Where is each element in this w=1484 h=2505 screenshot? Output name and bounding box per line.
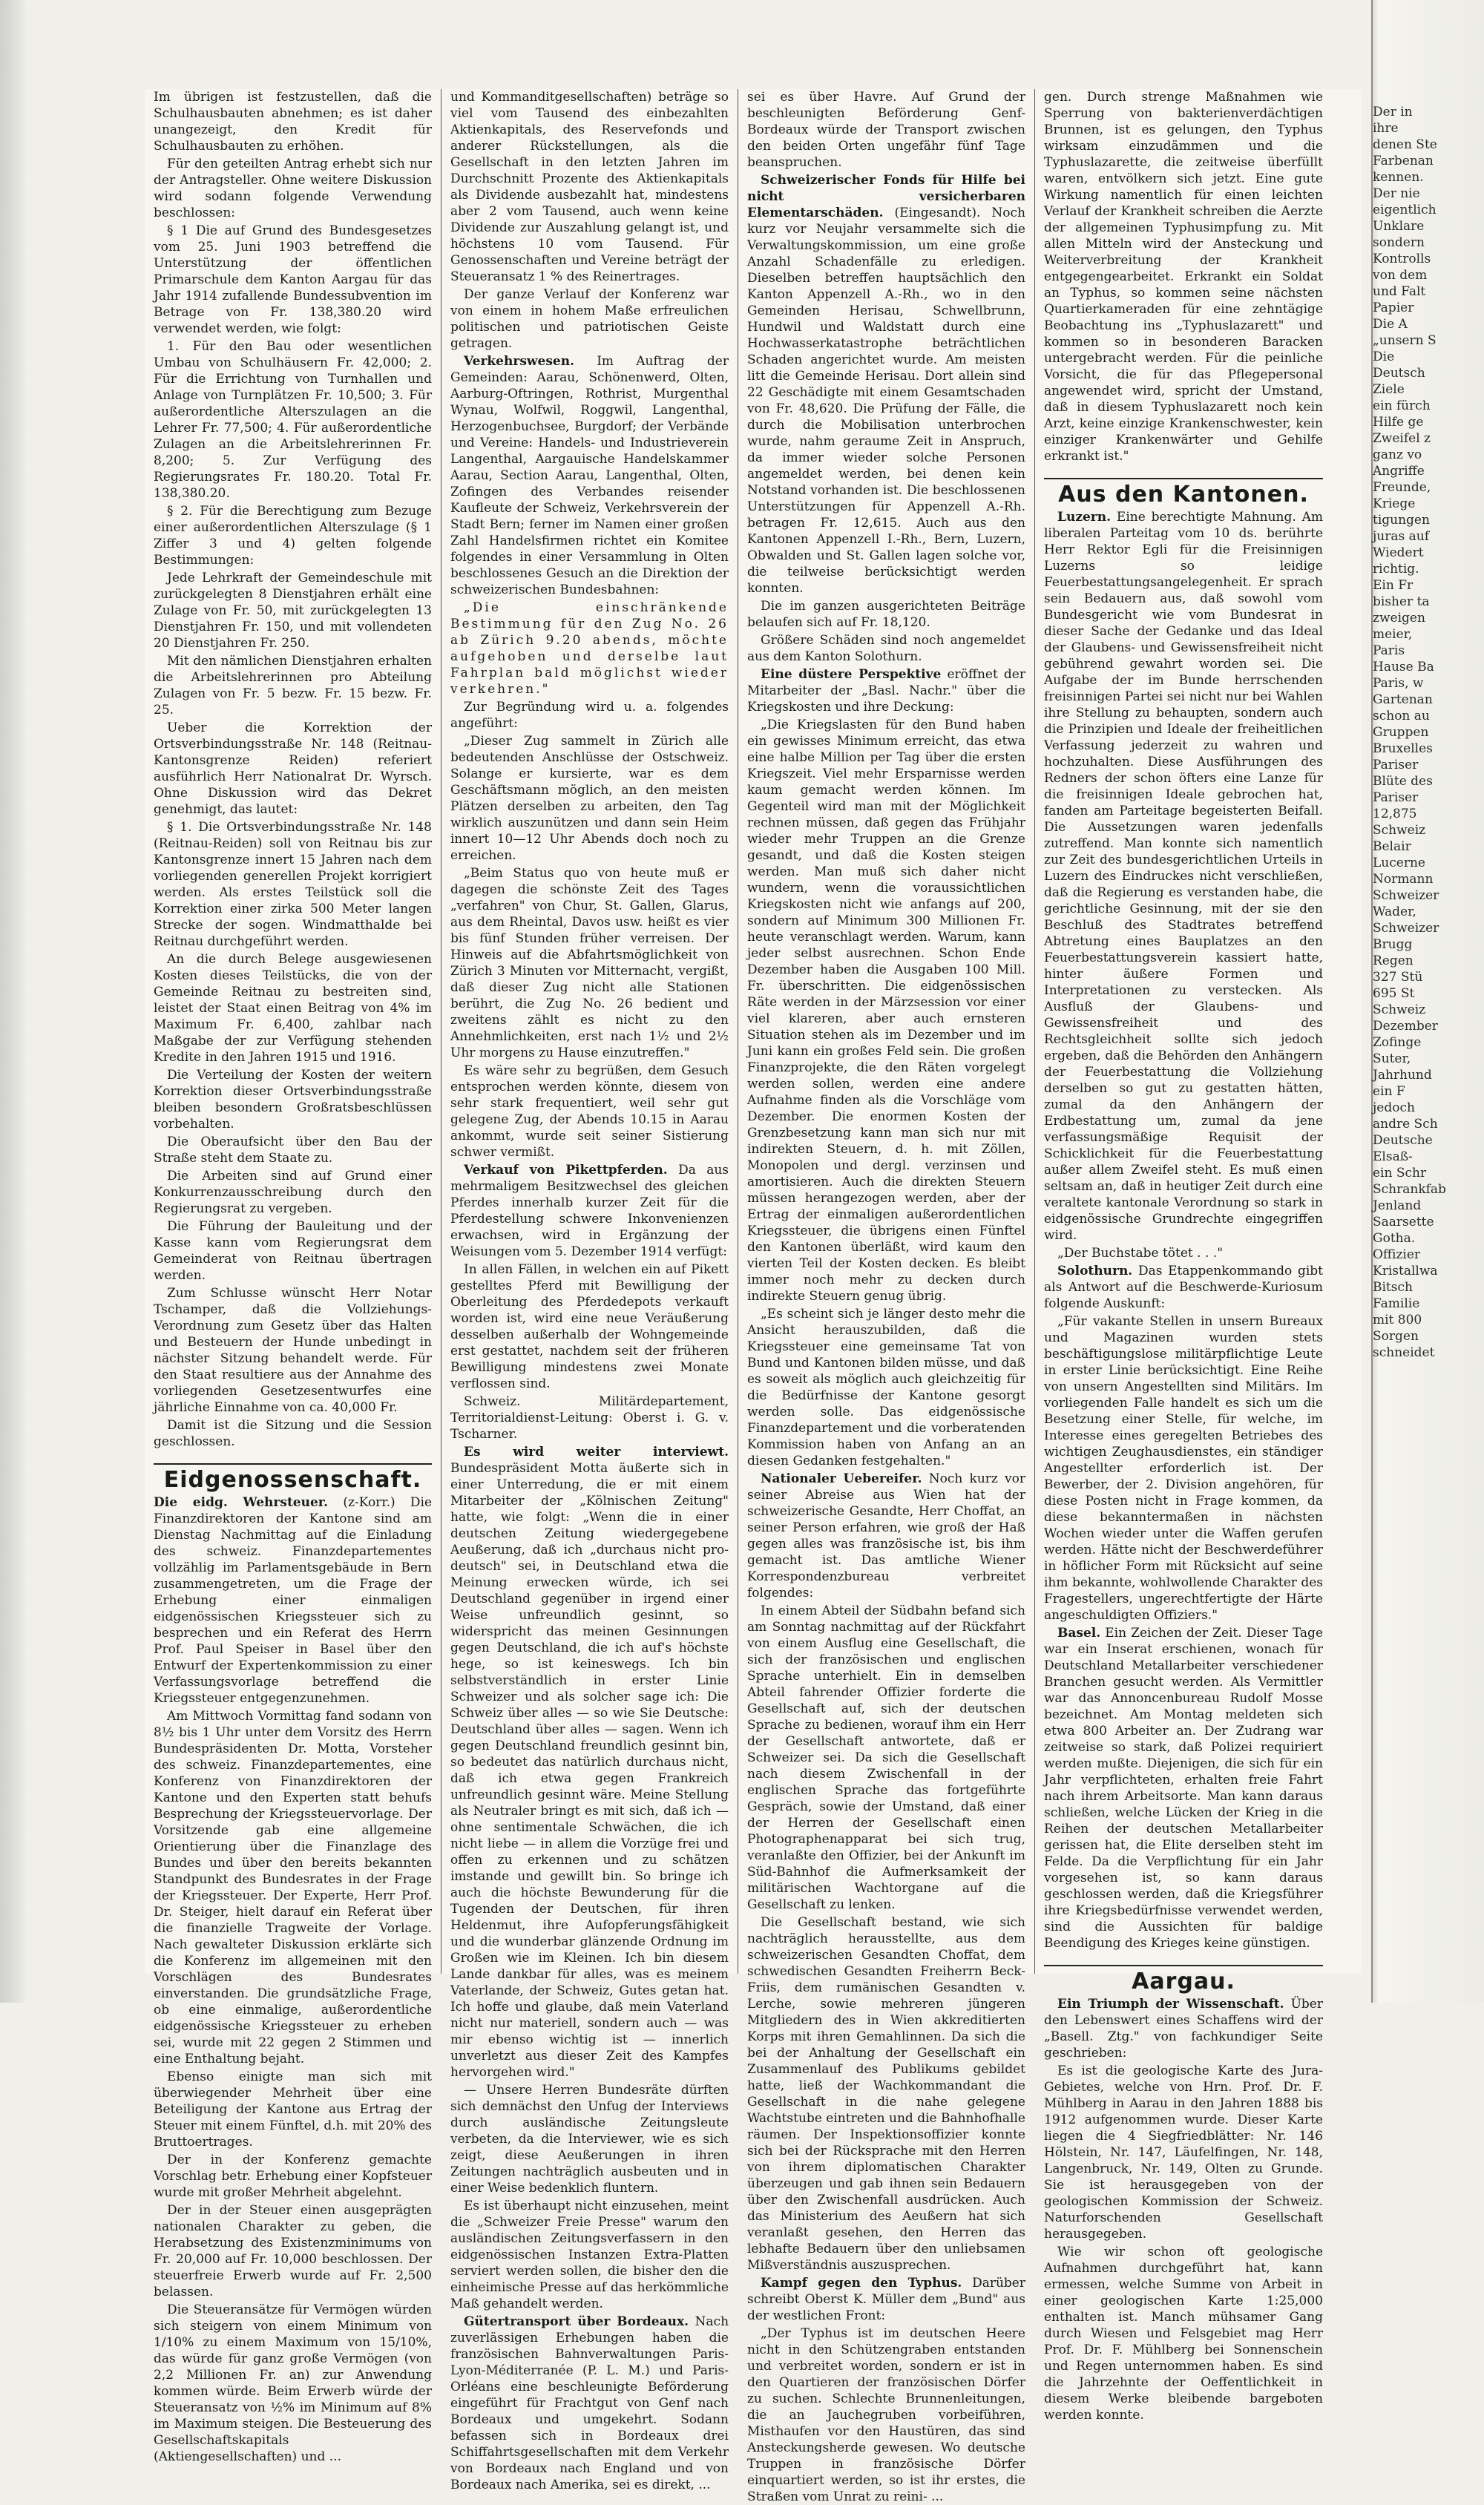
cut-off-line: Unklare [1373, 219, 1425, 234]
cut-off-line: Gotha. [1373, 1231, 1416, 1246]
cut-off-line: andre Sch [1373, 1117, 1438, 1132]
section-heading-eidgenossenschaft: Eidgenossenschaft. [154, 1463, 432, 1488]
cut-off-line: zweigen [1373, 611, 1425, 626]
paragraph-text: Noch kurz vor seiner Abreise aus Wien hat der schweizerische Gesandte, Herr Choffat, an seiner Person erfahren, wie groß der Haß gegen alles was französische ist, bis ihm gemacht ist. Das amtliche Wiener Korrespondenzbureau verbreitet folgendes: [747, 1471, 1026, 1600]
article-luzern [1044, 509, 1323, 1244]
rubric: Verkehrswesen. [464, 354, 574, 369]
paragraph: Im übrigen ist festzustellen, daß die Schulhausbauten abnehmen; es ist daher unangezeigt, den Kredit für Schulhausbauten zu erhöhen. [154, 90, 432, 154]
article-elementarschaeden [747, 172, 1025, 597]
paragraph: Die Führung der Bauleitung und der Kasse kann vom Regierungsrat dem Gemeinderat von Reitnau übertragen werden. [154, 1219, 432, 1283]
paragraph: sei es über Havre. Auf Grund der beschleunigten Beförderung Genf-Bordeaux würde der Transport zwischen den beiden Orten ungefähr fünf Tage beanspruchen. [747, 90, 1025, 170]
cut-off-line: Elsaß- [1373, 1149, 1413, 1164]
article-pikettpferde [450, 1162, 729, 1260]
paragraph: „Dieser Zug sammelt in Zürich alle bedeutenden Anschlüsse der Ostschweiz. Solange er kursierte, war es dem Geschäftsmann möglich, an den meisten Plätzen derselben zu arbeiten, den Tag wirklich auszunützen und dann sein Heim innert 10—12 Uhr Abends doch noch zu erreichen. [450, 734, 729, 863]
cut-off-line: Farbenan [1373, 154, 1434, 168]
cut-off-line: und Falt [1373, 284, 1426, 299]
cut-off-line: von dem [1373, 268, 1428, 283]
article-typhus [747, 2275, 1025, 2324]
cut-off-line: tigungen [1373, 513, 1430, 528]
cut-off-line: ihre [1373, 121, 1399, 136]
cut-off-line: schneidet [1373, 1345, 1435, 1360]
paragraph: Die Oberaufsicht über den Bau der Straße steht dem Staate zu. [154, 1135, 432, 1166]
cut-off-line: ein fürch [1373, 398, 1431, 413]
cut-off-line: Gartenan [1373, 692, 1433, 707]
cut-off-line: Wiedert [1373, 545, 1424, 560]
paragraph: Größere Schäden sind noch angemeldet aus dem Kanton Solothurn. [747, 633, 1025, 664]
cut-off-line: Freunde, [1373, 480, 1431, 495]
rubric: Solothurn. [1057, 1264, 1133, 1278]
cut-off-line: Lucerne [1373, 856, 1425, 870]
cut-off-line: Schweizer [1373, 921, 1439, 936]
scan-left-edge [0, 0, 25, 2003]
paragraph: Es ist die geologische Karte des Jura-Gebietes, welche von Hrn. Prof. Dr. F. Mühlberg in Aarau in den Jahren 1888 bis 1912 aufgenommen wurde. Dieser Karte liegen die 4 Siegfriedblätter: Nr. 146 Hölstein, Nr. 147, Läufelfingen, Nr. 148, Langenbruck, Nr. 149, Olten zu Grunde. Sie ist herausgegeben von der geologischen Kommission der Schweiz. Naturforschenden Gesellschaft herausgegeben. [1044, 2064, 1323, 2242]
cut-off-line: 327 Stü [1373, 970, 1423, 985]
rubric: Luzern. [1057, 510, 1112, 525]
cut-off-line: Schrankfab [1373, 1182, 1446, 1197]
paragraph-text: Eine berechtigte Mahnung. Am liberalen Parteitag vom 10 ds. berührte Herr Rektor Egli für die Freisinnigen Luzerns so leidige Feuerbestattungsangelegenheit. Er sprach sein Bedauern aus, daß sowohl vom Bundesgericht wie vom Bundesrat in dieser Sache der Gedanke und das Ideal der Glaubens- und Gewissensfreiheit nicht gebührend gewahrt worden sei. Die Aufgabe der im Bunde herrschenden freisinnigen Partei sei nicht nur bei Wahlen ihre Stellung zu behaupten, sondern auch die Prinzipien und Ideale der freiheitlichen Verfassung jederzeit zu wahren und hochzuhalten. Diese Ausführungen des Redners der schon öfters eine Lanze für die freisinnigen Ideale gebrochen hat, fanden am Parteitage begeisterten Beifall. Die Aussetzungen waren jedenfalls zutreffend. Man konnte sich namentlich zur Zeit des bundesgerichtlichen Urteils in Luzern des Eindruckes nicht verschließen, daß die Regierung es verstanden habe, die gerichtliche Gesinnung, mit der sie den Beschluß des Stadtrates betreffend Abtretung eines Bauplatzes an den Feuerbestattungsverein kassiert hatte, hinter äußere Formen und Interpretationen zu verstecken. Als Ausfluß der Glaubens- und Gewissensfreiheit und des Rechtsgleichheit sollte sich jedoch ergeben, daß die Behörden den Anhängern der Feuerbestattung die Vollziehung derselben so gut zu gestatten hätten, zumal da den Anhängern der Erdbestattung um, zumal da jene verfassungsmäßige Requisit der Schicklichkeit für die Feuerbestattung außer allem Zweifel steht. Es muß einen seltsam an, daß in heutiger Zeit durch eine veraltete kantonale Verordnung so stark in eidgenössische Grundrechte eingegriffen wird. [1044, 510, 1324, 1243]
article-uebereifer [747, 1471, 1025, 1601]
cut-off-line: Familie [1373, 1296, 1420, 1311]
cut-off-line: ein F [1373, 1084, 1405, 1099]
paragraph: Ueber die Korrektion der Ortsverbindungsstraße Nr. 148 (Reitnau-Kantonsgrenze Reiden) referiert ausführlich Herr Nationalrat Dr. Wyrsch. Ohne Diskussion wird das Dekret genehmigt, das lautet: [154, 720, 432, 817]
cut-off-line: Suter, [1373, 1051, 1411, 1066]
paragraph: Es wäre sehr zu begrüßen, dem Gesuch entsprochen werden könnte, diesem von sehr stark frequentiert, weil sehr gut gelegene Zug, der Abends 10.15 in Aarau ankommt, wurde seit seiner Sistierung schwer vermißt. [450, 1063, 729, 1160]
cut-off-line: Bruxelles [1373, 741, 1433, 756]
cut-off-line: Pariser [1373, 758, 1419, 772]
cut-off-line: richtig. [1373, 562, 1419, 577]
rubric: Schweizerischer Fonds für Hilfe bei nicht versicherbaren Elementarschäden. [747, 173, 1025, 220]
article-basel [1044, 1625, 1323, 1951]
article-wehrsteuer [154, 1494, 432, 1707]
paragraph-text: Die Finanzdirektoren der Kantone sind am Dienstag Nachmittag auf die Einladung des schweiz. Finanzdepartementes vollzählig im Parlamentsgebäude in Bern zusammengetreten, um die Frage der Erhebung einer einmaligen eidgenössischen Kriegssteuer sich zu besprechen und ein Referat des Herrn Prof. Paul Speiser in Basel über den Entwurf der Expertenkommission zu einer Verfassungsvorlage betreffend die Kriegssteuer entgegenzunehmen. [154, 1495, 433, 1706]
cut-off-line: Regen [1373, 953, 1414, 968]
rubric: Basel. [1057, 1626, 1101, 1641]
rubric: Gütertransport über Bordeaux. [464, 2314, 689, 2329]
paragraph-text: Bundespräsident Motta äußerte sich in einer Unterredung, die er mit einem Mitarbeiter der „Kölnischen Zeitung" hatte, wie folgt: „Wenn die in einer deutschen Zeitung wiedergegebene Aeußerung, daß ich „durchaus nicht pro-deutsch" sei, in Deutschland etwa die Meinung erwecken würde, ich sei Deutschland gegenüber in irgend einer Weise unfreundlich gesinnt, so widerspricht das meinen Gesinnungen gegen Deutschland, die ich auf's höchste hege, so ist keineswegs. Ich bin selbstverständlich in erster Linie Schweizer und als solcher sage ich: Die Schweiz über alles — so wie Sie Deutsche: Deutschland über alles — sagen. Wenn ich gegen Deutschland freundlich gesinnt bin, so bedeutet das natürlich durchaus nicht, daß ich etwa gegen Frankreich unfreundlich gesinnt wäre. Meine Stellung als Neutraler bringt es mit sich, daß ich — ohne sentimentale Schwächen, die ich nicht liebe — in allem die Vorzüge frei und offen zu erkennen und zu schätzen imstande und gewillt bin. So bringe ich auch die höchste Bewunderung für die Tugenden der Deutschen, für ihren Heldenmut, ihre Aufopferungsfähigkeit und die wunderbar glänzende Ordnung im Großen wie im Kleinen. Ich bin diesem Lande dankbar für alles, was es meinem Vaterlande, der Schweiz, Gutes getan hat. Ich hoffe und glaube, daß mein Vaterland nicht nur materiell, sondern auch — was mir ebenso wichtig ist — innerlich unverletzt aus dieser Zeit des Kampfes hervorgehen wird." [450, 1461, 729, 2080]
cut-off-line: Blüte des [1373, 774, 1433, 789]
paragraph: In einem Abteil der Südbahn befand sich am Sonntag nachmittag auf der Rückfahrt von einem Ausflug eine Gesellschaft, die sich der französischen und englischen Sprache unterhielt. Ein in demselben Abteil fahrender Offizier forderte die Gesellschaft auf, sich der deutschen Sprache zu bedienen, worauf ihm ein Herr der Gesellschaft antwortete, daß er Schweizer sei. Da sich die Gesellschaft nach diesem Zwischenfall in der englischen Sprache das fortgeführte Gespräch, sowie der Umstand, daß einer der Herren der Gesellschaft einen Photographenapparat bei sich trug, veranlaßte den Offizier, bei der Ankunft im Süd-Bahnhof die Aufmerksamkeit der militärischen Wachtorgane auf die Gesellschaft zu lenken. [747, 1603, 1025, 1912]
paragraph: Am Mittwoch Vormittag fand sodann von 8½ bis 1 Uhr unter dem Vorsitz des Herrn Bundespräsidenten Dr. Motta, Vorsteher des schweiz. Finanzdepartementes, eine Konferenz von Finanzdirektoren der Kantone und den Experten statt behufs Besprechung der Kriegssteuervorlage. Der Vorsitzende gab eine allgemeine Orientierung über die Finanzlage des Bundes und über den bereits bekannten Standpunkt des Bundesrates in der Frage der Kriegssteuer. Der Experte, Herr Prof. Dr. Steiger, hielt darauf ein Referat über die finanzielle Tragweite der Vorlage. Nach gewalteter Diskussion erklärte sich die Konferenz im allgemeinen mit den Vorschlägen des Bundesrates einverstanden. Die grundsätzliche Frage, ob eine einmalige, außerordentliche eidgenössische Kriegssteuer zu erheben sei, wurde mit 22 gegen 2 Stimmen und eine Enthaltung bejaht. [154, 1709, 432, 2066]
paragraph-text: Da aus mehrmaligem Besitzwechsel des gleichen Pferdes innerhalb kurzer Zeit für die Pferdestellung schwere Inkonvenienzen erwachsen, wird in Ergänzung der Weisungen vom 5. Dezember 1914 verfügt: [450, 1163, 729, 1259]
paragraph-text: Das Etappenkommando gibt als Antwort auf die Beschwerde-Kuriosum folgende Auskunft: [1044, 1264, 1323, 1311]
rubric: Eine düstere Perspektive [761, 667, 942, 682]
cut-off-column [1373, 104, 1484, 1974]
cut-off-line: Die A [1373, 317, 1408, 332]
paragraph: Ebenso einigte man sich mit überwiegender Mehrheit über eine Beteiligung der Kantone aus Ertrag der Steuer mit einem Fünftel, d.h. mit 20% des Bruttoertrages. [154, 2069, 432, 2150]
article-perspektive [747, 666, 1025, 715]
paragraph-text: Ein Zeichen der Zeit. Dieser Tage war ein Inserat erschienen, wonach für Deutschland Metallarbeiter verschiedener Branchen gesucht werden. Als Vermittler war das Annoncenbureau Rudolf Mosse bezeichnet. Am Montag meldeten sich etwa 800 Arbeiter an. Der Zudrang war zeitweise so stark, daß Polizei requiriert werden mußte. Diejenigen, die sich für ein Jahr verpflichteten, erhalten freie Fahrt nach ihrem Arbeitsorte. Man kann daraus schließen, welche Lücken der Krieg in die Reihen der deutschen Metallarbeiter gerissen hat, die Elite derselben steht im Felde. Da die Verpflichtung für ein Jahr vorgesehen ist, so kann daraus geschlossen werden, daß die Kriegsführer ihre Kriegsbedürfnisse verwendet werden, sind die Aussichten für baldige Beendigung des Krieges keine günstigen. [1044, 1626, 1324, 1951]
rubric: Es wird weiter interviewt. [464, 1445, 729, 1460]
paragraph: § 2. Für die Berechtigung zum Bezuge einer außerordentlichen Alterszulage (§ 1 Ziffer 3 und 4) gelten folgende Bestimmungen: [154, 504, 432, 568]
column-3 [738, 89, 1035, 2504]
section-heading-kantone: Aus den Kantonen. [1044, 478, 1323, 503]
column-1 [145, 89, 441, 2464]
paragraph: Für den geteilten Antrag erhebt sich nur der Antragsteller. Ohne weitere Diskussion wird sodann folgende Verwendung beschlossen: [154, 157, 432, 220]
article-solothurn [1044, 1263, 1323, 1312]
article-interview [450, 1444, 729, 2081]
cut-off-line: Deutsche [1373, 1133, 1433, 1148]
paragraph: 1. Für den Bau oder wesentlichen Umbau von Schulhäusern Fr. 42,000; 2. Für die Errichtung von Turnhallen und Anlage von Turnplätzen Fr. 10,500; 3. Für außerordentliche Alterszulagen an die Lehrer Fr. 77,500; 4. Für außerordentliche Zulagen an die Arbeitslehrerinnen Fr. 8,200; 5. Zur Verfügung des Regierungsrates Fr. 180.20. Total Fr. 138,380.20. [154, 339, 432, 501]
column-2 [441, 89, 738, 2492]
paragraph-text: Über den Lebenswert eines Schaffens wird der „Basell. Ztg." von fachkundiger Seite geschrieben: [1044, 1997, 1323, 2061]
cut-off-line: Papier [1373, 301, 1414, 315]
paragraph: „Der Buchstabe tötet . . ." [1057, 1246, 1224, 1261]
paragraph: Der in der Steuer einen ausgeprägten nationalen Charakter zu geben, die Herabsetzung des Existenzminimums von Fr. 20,000 auf Fr. 10,000 beschlossen. Der steuerfreie Erwerb wurde auf Fr. 2,500 belassen. [154, 2203, 432, 2299]
cut-off-line: eigentlich [1373, 203, 1437, 217]
paragraph: § 1. Die Ortsverbindungsstraße Nr. 148 (Reitnau-Reiden) soll von Reitnau bis zur Kantonsgrenze innert 15 Jahren nach dem vorliegenden generellen Projekt korrigiert werden. Als erstes Teilstück soll die Korrektion einer zirka 500 Meter langen Strecke der sogen. Windmatthalde bei Reitnau durchgeführt werden. [154, 820, 432, 949]
rubric: Kampf gegen den Typhus. [761, 2276, 962, 2291]
cut-off-line: Angriffe [1373, 464, 1425, 479]
paragraph: In allen Fällen, in welchen ein auf Pikett gestelltes Pferd mit Bewilligung der Oberleitung des Pferdedepots verkauft worden ist, wird eine neue Veräußerung desselben außerhalb der Wohngemeinde erst gestattet, nachdem seit der früheren Bewilligung mindestens zwei Monate verflossen sind. [450, 1262, 729, 1391]
rubric: Die eidg. Wehrsteuer. [154, 1495, 329, 1510]
paragraph: Zur Begründung wird u. a. folgendes angeführt: [450, 700, 729, 731]
cut-off-line: Schweiz [1373, 823, 1426, 838]
paragraph: — Unsere Herren Bundesräte dürften sich demnächst den Unfug der Interviews durch ausländische Zeitungsleute verbeten, da die Interviewer, wie es sich zeigt, diese Aeußerungen in ihren Zeitungen nachträglich ausbeuten und in einer Weise bedenklich fluntern. [450, 2083, 729, 2196]
article-wissenschaft [1044, 1996, 1323, 2061]
paragraph: Die Gesellschaft bestand, wie sich nachträglich herausstellte, aus dem schweizerischen Gesandten Choffat, dem schwedischen Gesandten Freiherrn Beck-Friis, dem rumänischen Gesandten v. Lerche, sowie mehreren jüngeren Mitgliedern des in Wien akkreditierten Korps mit ihren Gemahlinnen. Da sich die bei der Anhaltung der Gesellschaft ein Zusammenlauf des Publikums gebildet hatte, ließ der Wachkommandant die Gesellschaft in die nahe gelegene Wachtstube eintreten und die Bahnhofhalle räumen. Der Inspektionsoffizier konnte sich bei der Rücksprache mit den Herren von ihrem diplomatischen Charakter überzeugen und gab ihnen sein Bedauern über den Zwischenfall ausdrücken. Auch das Ministerium des Aeußern hat sich veranlaßt gesehen, den Herren das lebhafte Bedauern über den unliebsamen Mißverständnis auszusprechen. [747, 1915, 1025, 2273]
rubric: Ein Triumph der Wissenschaft. [1057, 1997, 1284, 2012]
source-note: (z-Korr.) [343, 1495, 395, 1510]
cut-off-line: Deutsch [1373, 366, 1425, 381]
rubric: Verkauf von Pikettpferden. [464, 1163, 668, 1178]
paragraph-text: (Eingesandt). Noch kurz vor Neujahr versammelte sich die Verwaltungskommission, um eine große Anzahl Schadenfälle zu erledigen. Dieselben betreffen hauptsächlich den Kanton Appenzell A.-Rh., wo in den Gemeinden Herisau, Schwellbrunn, Hundwil und Waldstatt durch eine Hochwasserkatastrophe beträchtlichen Schaden angerichtet wurde. Am meisten litt die Gemeinde Herisau. Dort allein sind 22 Geschädigte mit einem Gesamtschaden von Fr. 48,620. Die Prüfung der Fälle, die durch die Mobilisation unterbrochen wurde, nahm geraume Zeit in Anspruch, da immer wieder solche Personen angemeldet werden, bei denen kein Notstand vorhanden ist. Die beschlossenen Unterstützungen für Appenzell A.-Rh. betragen Fr. 12,615. Auch aus den Kantonen Appenzell I.-Rh., Bern, Luzern, Obwalden und St. Gallen lagen solche vor, die teilweise berücksichtigt werden konnten. [747, 206, 1025, 596]
cut-off-line: Normann [1373, 872, 1434, 887]
paragraph: Jede Lehrkraft der Gemeindeschule mit zurückgelegten 8 Dienstjahren erhält eine Zulage von Fr. 50, mit zurückgelegten 13 Dienstjahren Fr. 150, und mit vollendeten 20 Dienstjahren Fr. 250. [154, 571, 432, 651]
cut-off-line: juras auf [1373, 529, 1429, 544]
paragraph: Der in der Konferenz gemachte Vorschlag betr. Erhebung einer Kopfsteuer wurde mit großer Mehrheit abgelehnt. [154, 2153, 432, 2200]
cut-off-line: Ziele [1373, 382, 1405, 397]
paragraph: Die Verteilung der Kosten der weitern Korrektion dieser Ortsverbindungsstraße bleiben besondern Großratsbeschlüssen vorbehalten. [154, 1068, 432, 1132]
paragraph-text: Nach zuverlässigen Erhebungen haben die französischen Bahnverwaltungen Paris-Lyon-Méditerranée (P. L. M.) und Paris-Orléans eine beschleunigte Beförderung eingeführt für Frachtgut von Genf nach Bordeaux und umgekehrt. Sodann befassen sich in Bordeaux drei Schiffahrtsgesellschaften mit dem Verkehr von Bordeaux nach England und von Bordeaux nach Amerika, sei es direkt, ... [450, 2314, 729, 2492]
paragraph: „Es scheint sich je länger desto mehr die Ansicht herauszubilden, daß die Kriegssteuer eine gemeinsame Tat von Bund und Kantonen bilden müsse, und daß es soweit als möglich auch gleichzeitig für die Bedürfnisse der Kantone gesorgt werden solle. Das eidgenössische Finanzdepartement und die vorberatenden Kommission haben von Anfang an an diesen Gedanken festgehalten." [747, 1307, 1025, 1468]
cut-off-line: Zweifel z [1373, 431, 1431, 446]
cut-off-line: kennen. [1373, 170, 1424, 185]
rubric: Nationaler Uebereifer. [761, 1471, 922, 1486]
cut-off-line: ein Schr [1373, 1166, 1427, 1181]
cut-off-line: Zofinge [1373, 1035, 1422, 1050]
paragraph: Es ist überhaupt nicht einzusehen, meint die „Schweizer Freie Presse" warum den ausländischen Zeitungsverfassern in den eidgenössischen Instanzen Extra-Platten serviert werden sollen, die bisher den die einheimische Presse auf das herkömmliche Maß gehandelt werden. [450, 2199, 729, 2311]
paragraph: und Kommanditgesellschaften) beträge so viel vom Tausend des einbezahlten Aktienkapitals, des Reservefonds und anderer Rückstellungen, als die Gesellschaft in den letzten Jahren im Durchschnitt Prozente des Aktienkapitals als Dividende ausbezahlt hat, mindestens aber 2 vom Tausend, auch wenn keine Dividende zur Auszahlung gelangt ist, und höchstens 10 vom Tausend. Für Genossenschaften und Vereine beträgt der Steueransatz 1 % des Reinertrages. [450, 90, 729, 284]
paragraph: „Beim Status quo von heute muß er dagegen die schönste Zeit des Tages „verfahren" von Chur, St. Gallen, Glarus, aus dem Rheintal, Davos usw. heißt es vier bis fünf Stunden früher verreisen. Der Hinweis auf die Abfahrtsmöglichkeit von Zürich 3 Minuten vor Mitternacht, vergißt, daß dieser Zug nicht alle Stationen berührt, die Zug No. 26 bedient und zweitens zählt es nicht zu den Annehmlichkeiten, erst nach 1½ und 2½ Uhr morgens zu Hause einzutreffen." [450, 866, 729, 1060]
cut-off-line: Schweiz [1373, 1002, 1426, 1017]
article-guetertransport [450, 2314, 729, 2493]
cut-off-line: Der in [1373, 105, 1413, 119]
cut-off-line: Wader, [1373, 905, 1416, 919]
paragraph: An die durch Belege ausgewiesenen Kosten dieses Teilstücks, die von der Gemeinde Reitnau zu bestreiten sind, leistet der Staat einen Beitrag von 4% im Maximum Fr. 6,400, zahlbar nach Maßgabe der zur Verfügung stehenden Kredite in den Jahren 1915 und 1916. [154, 952, 432, 1065]
cut-off-line: Ein Fr [1373, 578, 1414, 593]
quote: „Die einschränkende Bestimmung für den Zug No. 26 ab Zürich 9.20 abends, möchte aufgehoben und derselbe laut Fahrplan bald möglichst wieder verkehren." [450, 600, 729, 697]
section-heading-aargau: Aargau. [1044, 1965, 1323, 1990]
paragraph: „Für vakante Stellen in unsern Bureaux und Magazinen wurden stets beschäftigungslose militärpflichtige Leute in erster Linie berücksichtigt. Eine Reihe von unsern Angestellten sind Militärs. Im vorliegenden Falle handelt es sich um die Besetzung einer Stelle, für welche, im Interesse eines geregelten Betriebes des wichtigen Zeughausdienstes, ein ständiger Angestellter erforderlich ist. Der Bewerber, der 2. Division angehören, für diese Posten nicht in Frage kommen, da diese bekanntermaßen in nächsten Wochen wieder unter die Waffen gerufen werden. Hätte nicht der Beschwerdeführer in höflicher Form mit Rücksicht auf seine ihm bekannte, wohlwollende Charakter des Fragestellers, ungerechtfertigte der Härte angeschuldigten Offiziers." [1044, 1314, 1323, 1623]
cut-off-line: meier, [1373, 627, 1413, 642]
cut-off-line: Kriege [1373, 496, 1416, 511]
paragraph: § 1 Die auf Grund des Bundesgesetzes vom 25. Juni 1903 betreffend die Unterstützung der öffentlichen Primarschule dem Kanton Aargau für das Jahr 1914 zufallende Bundessubvention im Betrage von Fr. 138,380.20 wird verwendet werden, wie folgt: [154, 223, 432, 336]
newspaper-page [145, 89, 1362, 2504]
cut-off-line: Die [1373, 349, 1395, 364]
paragraph: Der ganze Verlauf der Konferenz war von einem in hohem Maße erfreulichen politischen und patriotischen Geiste getragen. [450, 287, 729, 351]
signature: Schweiz. Militärdepartement, Territorialdienst-Leitung: Oberst i. G. v. Tscharner. [450, 1394, 729, 1442]
cut-off-line: Schweizer [1373, 888, 1439, 903]
cut-off-line: Kontrolls [1373, 252, 1431, 266]
cut-off-line: Pariser [1373, 790, 1419, 805]
cut-off-line: Hilfe ge [1373, 415, 1424, 430]
cut-off-line: ganz vo [1373, 447, 1422, 462]
paragraph: Zum Schlusse wünscht Herr Notar Tschamper, daß die Vollziehungs-Verordnung zum Gesetz über das Halten und Besteuern der Hunde unbedingt in nächster Sitzung behandelt werde. Für den Staat resultiere aus der Annahme des vorliegenden Gesetzesentwurfes eine jährliche Einnahme von ca. 40,000 Fr. [154, 1286, 432, 1415]
cut-off-line: Belair [1373, 839, 1411, 854]
cut-off-line: Brugg [1373, 937, 1413, 952]
columns [145, 89, 1362, 2504]
paragraph: Mit den nämlichen Dienstjahren erhalten die Arbeitslehrerinnen pro Abteilung Zulagen von Fr. 5 bezw. Fr. 15 bezw. Fr. 25. [154, 654, 432, 718]
paragraph-text: Darüber schreibt Oberst K. Müller dem „Bund" aus der westlichen Front: [747, 2276, 1025, 2323]
paragraph: Die im ganzen ausgerichteten Beiträge belaufen sich auf Fr. 18,120. [747, 599, 1025, 630]
paragraph: Damit ist die Sitzung und die Session geschlossen. [154, 1418, 432, 1449]
cut-off-line: Jahrhund [1373, 1068, 1432, 1083]
paragraph-text: Im Auftrag der Gemeinden: Aarau, Schönenwerd, Olten, Aarburg-Oftringen, Rothrist, Murgenthal Wynau, Wolfwil, Roggwil, Langenthal, Herzogenbuchsee, Burgdorf; der Verbände und Vereine: Handels- und Industrieverein Langenthal, Aargauische Handelskammer Aarau, Section Aarau, Langenthal, Olten, Zofingen des Verbandes reisender Kaufleute der Schweiz, Verkehrsverein der Stadt Bern; ferner im Namen einer großen Zahl Handelsfirmen richtet ein Komitee folgendes in einer Versammlung in Olten beschlossenes Gesuch an die Direktion der schweizerischen Bundesbahnen: [450, 354, 729, 597]
cut-off-line: Jenland [1373, 1198, 1422, 1213]
cut-off-line: Paris [1373, 643, 1405, 658]
cut-off-line: denen Ste [1373, 137, 1437, 152]
cut-off-line: bisher ta [1373, 594, 1430, 609]
paragraph: Die Arbeiten sind auf Grund einer Konkurrenzausschreibung durch den Regierungsrat zu vergeben. [154, 1169, 432, 1216]
cut-off-line: 695 St [1373, 986, 1415, 1001]
paragraph: gen. Durch strenge Maßnahmen wie Sperrung von bakterienverdächtigen Brunnen, ist es gelungen, den Typhus wirksam einzudämmen und die Typhuslazarette, die zeitweise überfüllt waren, entvölkern sich jetzt. Eine gute Wirkung namentlich für einen leichten Verlauf der Krankheit schreiben die Aerzte der allgemeinen Typhusimpfung zu. Mit allen Mitteln wird der Ansteckung und Weiterverbreitung der Krankheit entgegengearbeitet. Erkrankt ein Soldat an Typhus, so kommen seine nächsten Quartierkameraden für eine zehntägige Beobachtung ins „Typhuslazarett" und kommen so in besonderen Baracken untergebracht werden. Für die peinliche Vorsicht, die für das Pflegepersonal angewendet wird, spricht der Umstand, daß in diesem Typhuslazarett noch kein Arzt, keine einzige Krankenschwester, kein einziger Krankenwärter und Gehilfe erkrankt ist." [1044, 90, 1323, 464]
cut-off-line: Kristallwa [1373, 1264, 1438, 1278]
cut-off-line: Saarsette [1373, 1215, 1434, 1229]
paragraph: „Der Typhus ist im deutschen Heere nicht in den Schützengraben entstanden und verbreitet worden, sondern er ist in den Quartieren der französischen Dörfer zu suchen. Schlechte Brunnenleitungen, die an Jauchegruben vorbeiführen, Misthaufen vor den Haustüren, das sind Ansteckungsherde gewesen. Wo deutsche Truppen in französische Dörfer einquartiert werden, so ist ihr erstes, die Straßen vom Unrat zu reini- ... [747, 2326, 1025, 2504]
paragraph: „Die Kriegslasten für den Bund haben ein gewisses Minimum erreicht, das etwa eine halbe Million per Tag über die ersten Kriegszeit. Viel mehr Ersparnisse werden kaum gemacht werden können. Im Gegenteil wird man mit der Möglichkeit rechnen müssen, daß gegen das Frühjahr wieder mehr Truppen an die Grenze gesandt, und daß die Kosten steigen werden. Man muß sich daher nicht wundern, wenn die voraussichtlichen Kriegskosten nicht wie anfangs auf 200, sondern auf Minimum 300 Millionen Fr. heute veranschlagt werden. Warum, kann jeder selbst ausrechnen. Schon Ende Dezember haben die Ausgaben 100 Mill. Fr. überschritten. Die eidgenössischen Räte werden in der Märzsession vor einer viel klareren, aber auch ernsteren Situation stehen als im Dezember und im Juni kann ein großes Feld sein. Die großen Finanzprojekte, die den Räten vorgelegt werden sollen, werden eine andere Aufnahme finden als die Vorschläge vom Dezember. Die enormen Kosten der Grenzbesetzung kann man sich nur mit indirekten Steuern, d. h. mit Zöllen, Monopolen und dergl. verzinsen und amortisieren. Auch die direkten Steuern müssen herangezogen werden, aber der Ertrag der einmaligen außerordentlichen Kriegssteuer, die übrigens einen Fünftel den Kantonen überläßt, wird kaum den vierten Teil der Kosten decken. Es bleibt immer noch mehr zu decken durch indirekte Steuern genug übrig. [747, 718, 1025, 1304]
cut-off-line: Dezember [1373, 1019, 1438, 1034]
cut-off-line: Sorgen [1373, 1329, 1419, 1344]
paragraph: Wie wir schon oft geologische Aufnahmen durchgeführt hat, kann ermessen, welche Summe von Arbeit in einer geologischen Karte 1:25,000 enthalten ist. Manch mühsamer Gang durch Wiesen und Felsgebiet mag Herr Prof. Dr. F. Mühlberg bei Sonnenschein und Regen unternommen haben. Es sind die Jahrzehnte der Oeffentlichkeit in diesem Werke bleibende bargeboten werden konnte. [1044, 2245, 1323, 2423]
cut-off-line: 12,875 [1373, 807, 1417, 821]
paragraph-text: eröffnet der Mitarbeiter der „Basl. Nachr." über die Kriegskosten und ihre Deckung: [747, 667, 1025, 715]
cut-off-line: Hause Ba [1373, 660, 1434, 674]
column-4 [1035, 89, 1332, 2423]
cut-off-line: sondern [1373, 235, 1425, 250]
paragraph: Die Steueransätze für Vermögen würden sich steigern von einem Minimum von 1/10% zu einem Maximum von 15/10%, das würde für ganz große Vermögen (von 2,2 Millionen Fr. an) zur Anwendung kommen würde. Beim Erwerb würde der Steueransatz von ½% im Minimum auf 8% im Maximum steigen. Die Besteuerung des Gesellschaftskapitals (Aktiengesellschaften) und ... [154, 2302, 432, 2464]
cut-off-line: schon au [1373, 709, 1430, 723]
cut-off-line: Der nie [1373, 186, 1420, 201]
cut-off-line: „unsern S [1373, 333, 1437, 348]
cut-off-line: Bitsch [1373, 1280, 1413, 1295]
cut-off-line: Offizier [1373, 1247, 1421, 1262]
cut-off-line: Paris, w [1373, 676, 1424, 691]
article-verkehrswesen [450, 353, 729, 598]
cut-off-line: jedoch [1373, 1100, 1415, 1115]
cut-off-line: Gruppen [1373, 725, 1429, 740]
cut-off-line: mit 800 [1373, 1313, 1422, 1327]
